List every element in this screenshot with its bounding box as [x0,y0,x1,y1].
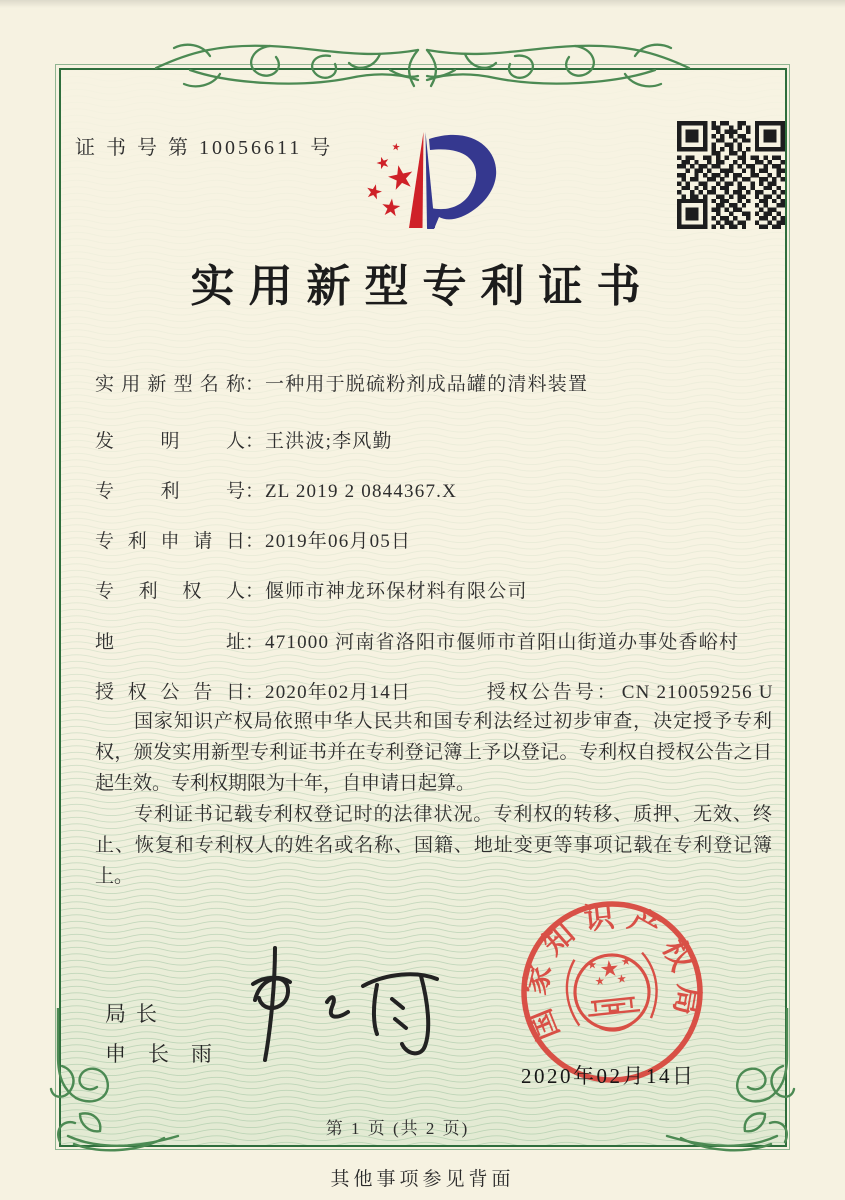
logo-stars-icon [365,143,415,217]
cnipa-logo [338,126,523,238]
field-value: 偃师市神龙环保材料有限公司 [265,581,528,602]
label-colon: ： [245,431,265,452]
field-value: ZL 2019 2 0844367.X [265,481,458,502]
label-colon: ： [245,632,265,653]
grant-number-label: 授权公告号 [486,682,597,703]
grant-row [95,677,785,704]
legal-text-block [95,706,772,892]
field-label: 实 用 新 型 名 称 [95,374,245,395]
label-colon: ： [245,374,265,395]
field-row-patent-number [95,476,785,503]
officer-name: 申长雨 [105,1042,234,1066]
logo-p-curve [427,135,496,229]
field-row-inventor [95,426,785,453]
label-colon: ： [245,581,265,602]
field-value: 471000 河南省洛阳市偃师市首阳山街道办事处香峪村 [265,632,740,653]
grant-date-label: 授 权 公 告 日 [95,682,245,703]
field-row-patentee [95,576,785,603]
director-signature [235,942,450,1067]
page-number: 第 1 页 (共 2 页) [325,1119,470,1138]
field-value: 王洪波;李风勤 [265,431,393,452]
certificate-title: 实用新型专利证书 [190,262,655,311]
grant-number-value: CN 210059256 U [621,682,774,703]
grant-date-value: 2020年02月14日 [265,682,412,703]
field-row-filing-date [95,526,785,553]
certificate-number: 证 书 号 第 10056611 号 [75,137,334,159]
field-row-name [95,369,785,396]
legal-paragraph-2: 专利证书记载专利权登记时的法律状况。专利权的转移、质押、无效、终止、恢复和专利权人的姓名或名称、国籍、地址变更等事项记载在专利登记簿上。 [95,804,772,887]
national-emblem-icon [564,951,661,1035]
back-note: 其他事项参见背面 [330,1169,515,1190]
officer-title: 局长 [105,1002,167,1026]
field-label: 专 利 权 人 [95,581,245,602]
field-label: 专 利 申 请 日 [95,531,245,552]
legal-paragraph-1: 国家知识产权局依照中华人民共和国专利法经过初步审查，决定授予专利权，颁发实用新型专利证书并在专利登记簿上予以登记。专利权自授权公告之日起生效。专利权期限为十年，自申请日起算。 [95,711,772,794]
field-label: 发 明 人 [95,431,245,452]
label-colon: ： [245,481,265,502]
label-colon: ： [245,531,265,552]
qr-code [677,121,785,229]
dragon-scrollwork-ornament [150,26,695,110]
label-colon: ： [596,682,616,703]
label-colon: ： [245,682,265,703]
field-label: 地 址 [95,632,245,653]
seal-date: 2020年02月14日 [521,1064,696,1088]
field-label: 专 利 号 [95,481,245,502]
seal-ring-text: 国家知识产权局 [518,899,706,1045]
field-value: 2019年06月05日 [265,531,412,552]
logo-triangle-red [409,132,424,228]
field-row-address [95,627,785,654]
field-value: 一种用于脱硫粉剂成品罐的清料装置 [265,374,589,395]
